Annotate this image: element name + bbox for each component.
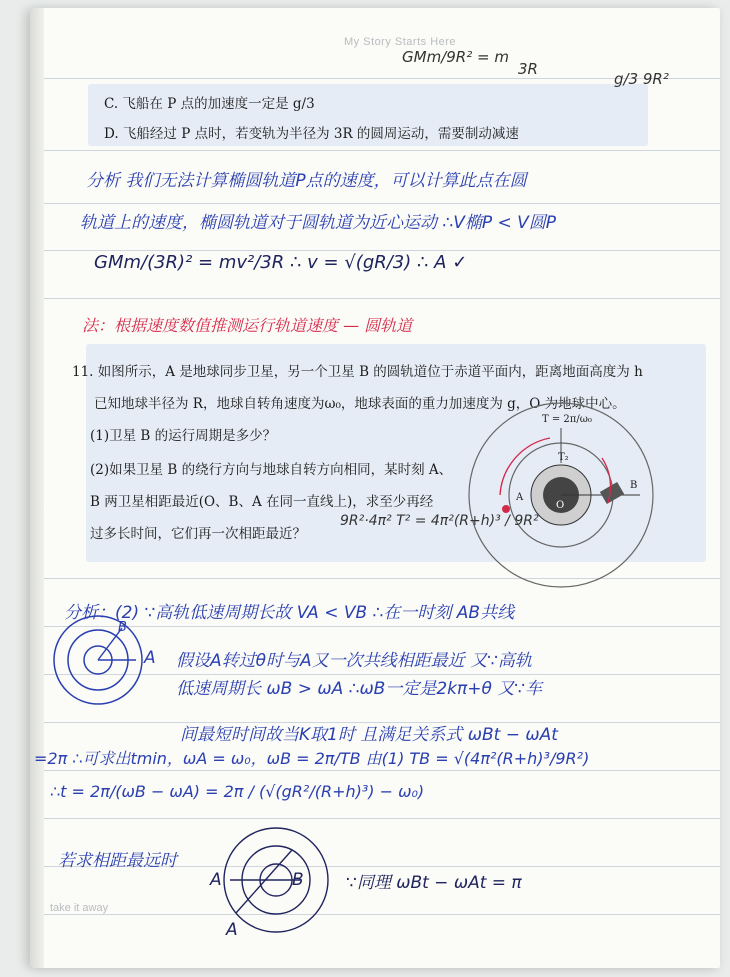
problem-question-2a: (2)如果卫星 B 的绕行方向与地球自转方向相同，某时刻 A、 — [90, 462, 453, 478]
analysis2-line1: 分析：(2) ∵高轨低速周期长故 VA < VB ∴在一时刻 AB共线 — [64, 603, 515, 623]
analysis2-line2: 假设A转过θ时与A又一次共线相距最近 又∵高轨 — [176, 651, 532, 671]
fig-label-period: T = 2π/ω₀ — [542, 414, 592, 425]
analysis1-line2: 轨道上的速度，椭圆轨道对于圆轨道为近心运动 ∴V椭P < V圆P — [80, 213, 557, 233]
option-c: C. 飞船在 P 点的加速度一定是 g/3 — [104, 96, 315, 112]
top-scribble-mid: 3R — [518, 60, 538, 78]
problem-line-1: 11. 如图所示，A 是地球同步卫星，另一个卫星 B 的圆轨道位于赤道平面内，距离地面高度为 h — [72, 364, 643, 380]
analysis1-line1: 分析 我们无法计算椭圆轨道P点的速度，可以计算此点在圆 — [86, 171, 527, 191]
fig-label-a: A — [516, 492, 524, 503]
bottom-sketch-label-a2: A — [226, 920, 238, 940]
formula-under-figure: 9R²·4π² T² = 4π²(R+h)³ / 9R² — [340, 513, 539, 529]
bottom-sketch-label-b: B — [292, 870, 304, 890]
option-d: D. 飞船经过 P 点时，若变轨为半径为 3R 的圆周运动，需要制动减速 — [104, 126, 519, 142]
page-header-text: My Story Starts Here — [343, 36, 457, 48]
fig-label-b: B — [630, 480, 638, 491]
sketch-label-b: B — [118, 620, 127, 635]
problem-question-2c: 过多长时间，它们再一次相距最近？ — [90, 526, 306, 542]
analysis2-line3: 低速周期长 ωB > ωA ∴ωB一定是2kπ+θ 又∵车 — [176, 679, 543, 699]
fig-label-t2: T₂ — [558, 452, 569, 463]
bottom-question: 若求相距最远时 — [58, 851, 177, 871]
analysis2-line4: 间最短时间故当K取1时 且满足关系式 ωBt − ωAt — [180, 725, 558, 745]
red-method-note: 法：根据速度数值推测运行轨道速度 — 圆轨道 — [82, 316, 413, 335]
analysis1-line3: GMm/(3R)² = mv²/3R ∴ v = √(gR/3) ∴ A ✓ — [94, 252, 468, 273]
notebook-page — [30, 8, 720, 968]
problem-question-2b: B 两卫星相距最近(O、B、A 在同一直线上)，求至少再经 — [90, 494, 434, 510]
top-scribble-left: GMm/9R² = m — [402, 48, 509, 66]
analysis2-line5: =2π ∴可求出tmin，ωA = ω₀，ωB = 2π/TB 由(1) TB = √(4π²(R+h)³/9R²) — [34, 749, 590, 768]
problem-question-1: (1)卫星 B 的运行周期是多少？ — [90, 428, 277, 444]
fig-label-o: O — [556, 500, 565, 511]
analysis2-line6: ∴t = 2π/(ωB − ωA) = 2π / (√(gR²/(R+h)³) − ω₀) — [50, 782, 425, 801]
problem-line-2: 已知地球半径为 R，地球自转角速度为ω₀，地球表面的重力加速度为 g，O 为地球中心。 — [94, 396, 626, 412]
bottom-orbit-sketch — [30, 8, 720, 968]
top-scribble-right: g/3 9R² — [614, 70, 669, 88]
page-footer-text: take it away — [50, 902, 109, 914]
sketch-label-a: A — [144, 648, 156, 668]
bottom-relation: ∵同理 ωBt − ωAt = π — [346, 873, 522, 893]
bottom-sketch-label-a: A — [210, 870, 222, 890]
